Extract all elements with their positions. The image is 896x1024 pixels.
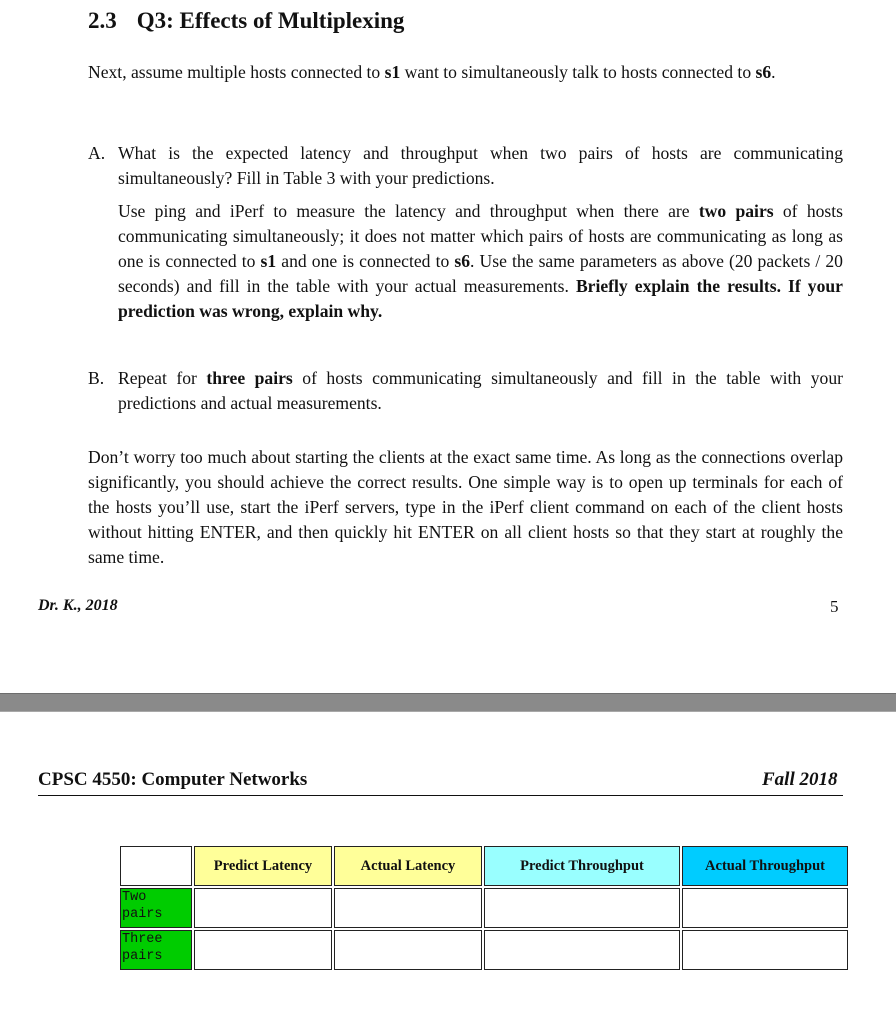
item-a-bold-explain: Briefly explain the results. If your prediction was wrong, explain why.: [118, 276, 843, 321]
intro-paragraph: [88, 60, 843, 85]
cell-two-actual-throughput[interactable]: [682, 888, 848, 928]
cell-two-predict-latency[interactable]: [194, 888, 332, 928]
cell-three-predict-throughput[interactable]: [484, 930, 680, 970]
intro-text: .: [771, 62, 776, 82]
item-b-text-part: of hosts communicating simultaneously and fill in the table with your predictions and actual measurements.: [118, 368, 843, 413]
page-separator: [0, 693, 896, 712]
item-a-text: of hosts communicating simultaneously; it does not matter which pairs of hosts are communicating as long as one is connected to: [118, 201, 843, 271]
cell-three-actual-throughput[interactable]: [682, 930, 848, 970]
header-rule: [38, 795, 843, 796]
cell-two-actual-latency[interactable]: [334, 888, 482, 928]
row-label-three-pairs: Three pairs: [120, 930, 192, 970]
results-table: [118, 844, 850, 972]
item-a-text: Use ping and iPerf to measure the latency and throughput when there are: [118, 201, 699, 221]
item-b-letter: B.: [88, 368, 105, 388]
course-title: CPSC 4550: Computer Networks: [38, 769, 308, 790]
note-paragraph: Don’t worry too much about starting the clients at the exact same time. As long as the connections overlap significantly, you should achieve the correct results. One simple way is to open up terminals for each of the hosts you’ll use, start the iPerf servers, type in the iPerf client command on each of the client hosts without hitting ENTER, and then quickly hit ENTER on all client hosts so that they start at roughly the same time.: [88, 447, 843, 567]
item-a-text: . Use the same parameters as above (20 packets / 20 seconds) and fill in the table with your actual measurements.: [118, 251, 843, 296]
intro-bold-s6: s6: [755, 62, 772, 82]
item-a-instructions: [118, 199, 843, 324]
header-predict-throughput: Predict Throughput: [484, 846, 680, 886]
intro-bold-s1: s1: [384, 62, 401, 82]
item-b-bold: three pairs: [206, 368, 293, 388]
item-a-bold: s1: [260, 251, 277, 271]
cell-three-actual-latency[interactable]: [334, 930, 482, 970]
item-a-letter: A.: [88, 143, 106, 163]
item-b-text: [118, 366, 843, 416]
header-predict-latency: Predict Latency: [194, 846, 332, 886]
cell-three-predict-latency[interactable]: [194, 930, 332, 970]
term-label: Fall 2018: [762, 769, 838, 790]
footer-author: Dr. K., 2018: [38, 597, 118, 614]
item-a-text: and one is connected to: [276, 251, 455, 271]
header-actual-throughput: Actual Throughput: [682, 846, 848, 886]
page-number: 5: [830, 597, 839, 616]
section-number: 2.3: [88, 8, 117, 33]
table-row: [120, 888, 848, 928]
section-heading: [88, 8, 404, 34]
intro-text: want to simultaneously talk to hosts connected to: [400, 62, 756, 82]
section-title: Q3: Effects of Multiplexing: [136, 8, 405, 33]
item-a-question: What is the expected latency and throughput when two pairs of hosts are communicating simultaneously? Fill in Table 3 with your predictions.: [118, 143, 843, 188]
item-b-text-part: Repeat for: [118, 368, 207, 388]
header-actual-latency: Actual Latency: [334, 846, 482, 886]
item-a-bold: two pairs: [698, 201, 774, 221]
cell-two-predict-throughput[interactable]: [484, 888, 680, 928]
table-header-row: [120, 846, 848, 886]
table-corner-cell: [120, 846, 192, 886]
item-a-bold: s6: [454, 251, 471, 271]
intro-text: Next, assume multiple hosts connected to: [88, 62, 385, 82]
table-row: [120, 930, 848, 970]
row-label-two-pairs: Two pairs: [120, 888, 192, 928]
